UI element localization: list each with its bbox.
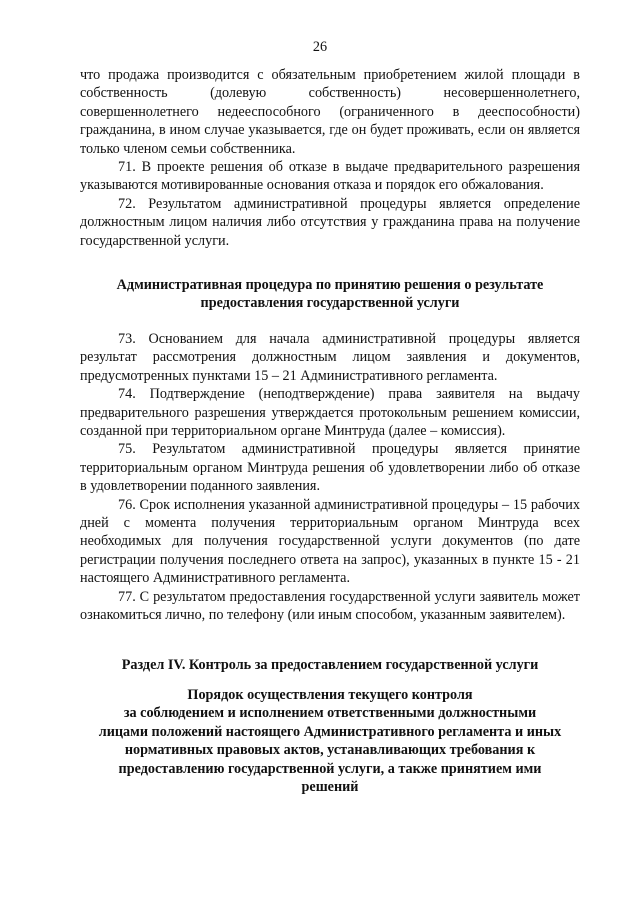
subheading-line: Порядок осуществления текущего контроля — [187, 687, 473, 703]
paragraph-block-2 — [80, 330, 580, 625]
paragraph-77: 77. С результатом предоставления государственной услуги заявитель может ознакомиться лично, по телефону (или иным способом, указанным заявителем). — [80, 588, 580, 624]
section-iv-title: Раздел IV. Контроль за предоставлением государственной услуги — [121, 657, 539, 673]
paragraph-75: 75. Результатом административной процедуры является принятие территориальным органом Минтруда решения об удовлетворении либо об отказе в удовлетворении поданного заявления. — [80, 441, 580, 495]
paragraph-block-1 — [80, 66, 580, 250]
section-iv — [80, 656, 580, 674]
paragraph-73: 73. Основанием для начала административной процедуры является результат рассмотрения должностным лицом заявления и документов, предусмотренных пунктами 15 – 21 Административного регламента. — [80, 331, 580, 384]
paragraph-continuation: что продажа производится с обязательным приобретением жилой площади в собственность (долевую собственность) несовершеннолетнего, совершеннолетнего недееспособного (ограниченного в дееспособности) гражданина, в ином случае указывается, где он будет проживать, если он является только членом семьи собственника. — [80, 67, 580, 157]
paragraph-72: 72. Результатом административной процедуры является определение должностным лицом наличия либо отсутствия у гражданина права на получение государственной услуги. — [80, 195, 580, 249]
subheading-line: предоставлению государственной услуги, а также принятием ими — [118, 760, 542, 777]
section-heading-decision — [100, 276, 560, 313]
subheading-line: за соблюдением и исполнением ответственными должностными — [123, 705, 537, 722]
paragraph-76: 76. Срок исполнения указанной административной процедуры – 15 рабочих дней с момента получения территориальным органом Минтруда всех необходимых для получения государственной услуги документов (по дате регистрации получения последнего ответа на запрос), указанных в пункте 15 - 21 настоящего Административного регламента. — [80, 496, 580, 587]
heading-decision-procedure: Административная процедура по принятию решения о результате предоставления государственной услуги — [116, 277, 544, 312]
page-number: 26 — [312, 39, 328, 55]
paragraph-71: 71. В проекте решения об отказе в выдаче предварительного разрешения указываются мотивированные основания отказа и порядок его обжалования. — [80, 159, 580, 194]
subheading-line: лицами положений настоящего Административного регламента и иных — [98, 723, 562, 740]
subheading-block — [80, 686, 580, 796]
subheading-line: нормативных правовых актов, устанавливающих требования к — [124, 742, 536, 759]
paragraph-74: 74. Подтверждение (неподтверждение) права заявителя на выдачу предварительного разрешения утверждается протокольным решением комиссии, созданной при территориальном органе Минтруда (далее – комиссия). — [80, 386, 580, 440]
subheading-line: решений — [301, 779, 359, 796]
